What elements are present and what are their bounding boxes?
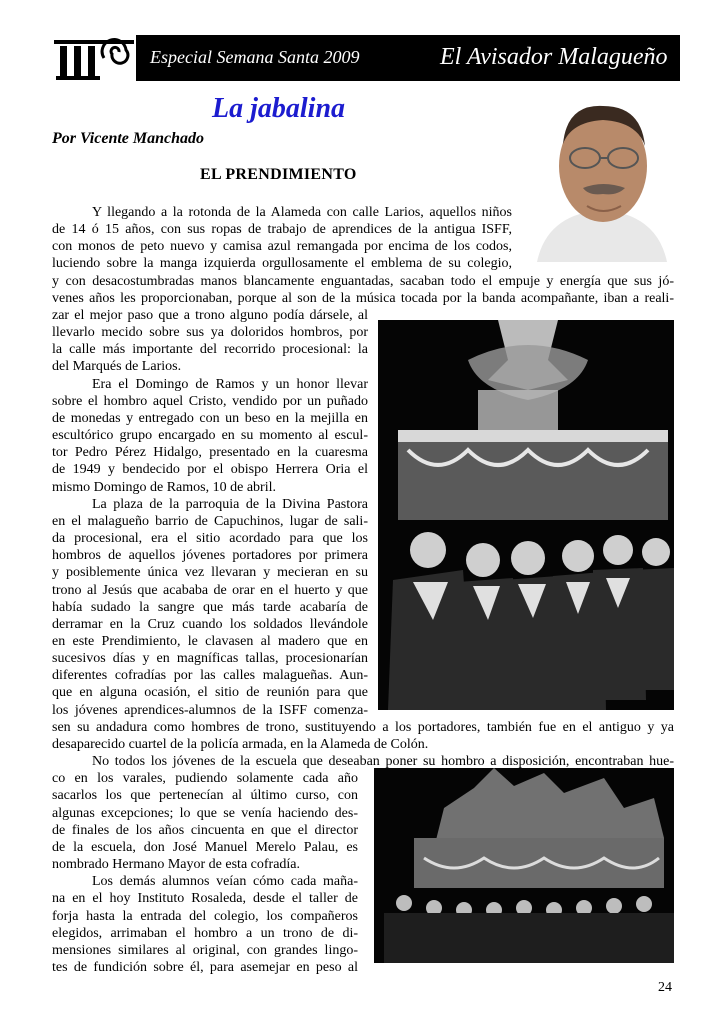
body-text-line: sucesivos días y en magníficas tallas, procesionarían xyxy=(52,651,368,667)
body-text-line: derramar en la Cruz cuando los soldados llevándole xyxy=(52,616,368,632)
body-text-line: del Marqués de Larios. xyxy=(52,359,182,375)
body-text-line: La plaza de la parroquia de la Divina Pastora xyxy=(92,496,368,512)
body-text-line: Los demás alumnos veían cómo cada maña- xyxy=(92,874,358,890)
body-text-line: sen su andadura como hombres de trono, sustituyendo a los portadores, también fue en el antiguo y ya xyxy=(52,719,674,735)
body-text-line: tor Pedro Pérez Hidalgo, presentado en la cuaresma xyxy=(52,445,368,461)
body-text-line: y con desacostumbradas manos blancamente enguantadas, sacaban todo el empuje y energía que sus jó- xyxy=(52,273,674,289)
body-text-line: Era el Domingo de Ramos y un honor llevar xyxy=(92,376,368,392)
body-text-line: diferentes cofradías por las calles malagueñas. Aun- xyxy=(52,668,368,684)
body-text-line: de la escuela, don José Manuel Merelo Palau, es xyxy=(52,839,358,855)
body-text-line: elegidos, arrimaban el hombro a un trono de di- xyxy=(52,925,358,941)
body-text-line: había sudado la sangre que más tarde acabaría de xyxy=(52,599,368,615)
page-number: 24 xyxy=(658,980,672,995)
body-text-line: sacarlos los que pertenecían al último curso, con xyxy=(52,788,358,804)
body-text-line: algunas excepciones; lo que se venía haciendo des- xyxy=(52,805,358,821)
body-text-line: No todos los jóvenes de la escuela que deseaban poner su hombro a disposición, encontraban hue- xyxy=(92,754,674,770)
body-text-line: hombros de aquellos jóvenes portadores por primera xyxy=(52,548,368,564)
body-text-line: venes años les proporcionaban, porque al son de la música tocada por la banda acompañante, iban a reali- xyxy=(52,290,674,306)
body-text-line: sobre el hombro aquel Cristo, vendido por un puñado xyxy=(52,393,368,409)
body-text-line: la calle más importante del recorrido procesional: la xyxy=(52,342,368,358)
body-text-line: co en los varales, pudiendo solamente cada año xyxy=(52,771,358,787)
body-text-line: los jóvenes aprendices-alumnos de la ISFF comenza- xyxy=(52,702,368,718)
body-text-line: en este Prendimiento, le clavasen al madero que en xyxy=(52,633,368,649)
body-text-line: trono al Jesús que acababa de orar en el huerto y que xyxy=(52,582,368,598)
body-text-line: da procesional, era el sitio acordado para que los xyxy=(52,531,368,547)
body-text-line: tes de fundición sobre él, para asemejar en peso al xyxy=(52,960,358,975)
body-text-line: de finales de los años cincuenta en que el director xyxy=(52,822,358,838)
body-text-line: Y llegando a la rotonda de la Alameda con calle Larios, aquellos niños xyxy=(92,205,512,220)
body-text-line: de monedas y entregado con un beso en la mejilla en xyxy=(52,410,368,426)
special-edition-label: Especial Semana Santa 2009 xyxy=(150,47,360,67)
section-heading: EL PRENDIMIENTO xyxy=(200,166,357,183)
body-text-line: mismo Domingo de Ramos, 10 de abril. xyxy=(52,479,276,495)
body-text-line: de 1949 y bendecido por el obispo Herrera Oria el xyxy=(52,462,368,478)
body-text-line: forja hasta la entrada del colegio, los compañeros xyxy=(52,908,358,924)
article-title: La jabalina xyxy=(212,93,346,124)
body-text-line: que en alguna ocasión, el sitio de reunión para que xyxy=(52,685,368,701)
body-text-line: luciendo sobre la manga izquierda orgullosamente el emblema de su colegio, xyxy=(52,256,512,272)
body-text-line: zar el mejor paso que a trono alguno podía dársele, al xyxy=(52,307,368,323)
body-text-line: de 14 ó 15 años, con sus ropas de trabajo de aprendices de la antigua ISFF, xyxy=(52,222,512,238)
body-text-line: escultórico grupo encargado en su momento al escul- xyxy=(52,428,368,444)
body-text-line: y posiblemente única vez llevaran y mecieran en su xyxy=(52,565,368,581)
byline: Por Vicente Manchado xyxy=(52,130,205,147)
body-text-line: en el malagueño barrio de Capuchinos, lugar de sali- xyxy=(52,513,368,529)
body-text-line: na en el hoy Instituto Rosaleda, desde el taller de xyxy=(52,891,358,907)
body-text-line: llevarlo mecido sobre sus ya doloridos hombros, por xyxy=(52,325,368,341)
body-text-line: nombrado Hermano Mayor de esta cofradía. xyxy=(52,857,301,873)
body-text-line: desaparecido cuartel de la policía armada, en la Alameda de Colón. xyxy=(52,736,429,752)
body-text-line: mensiones similares al original, con grandes lingo- xyxy=(52,942,358,958)
body-text-line: con monos de peto nuevo y camisa azul remangada por encima de los codos, xyxy=(52,239,512,255)
publication-name: El Avisador Malagueño xyxy=(440,44,668,70)
